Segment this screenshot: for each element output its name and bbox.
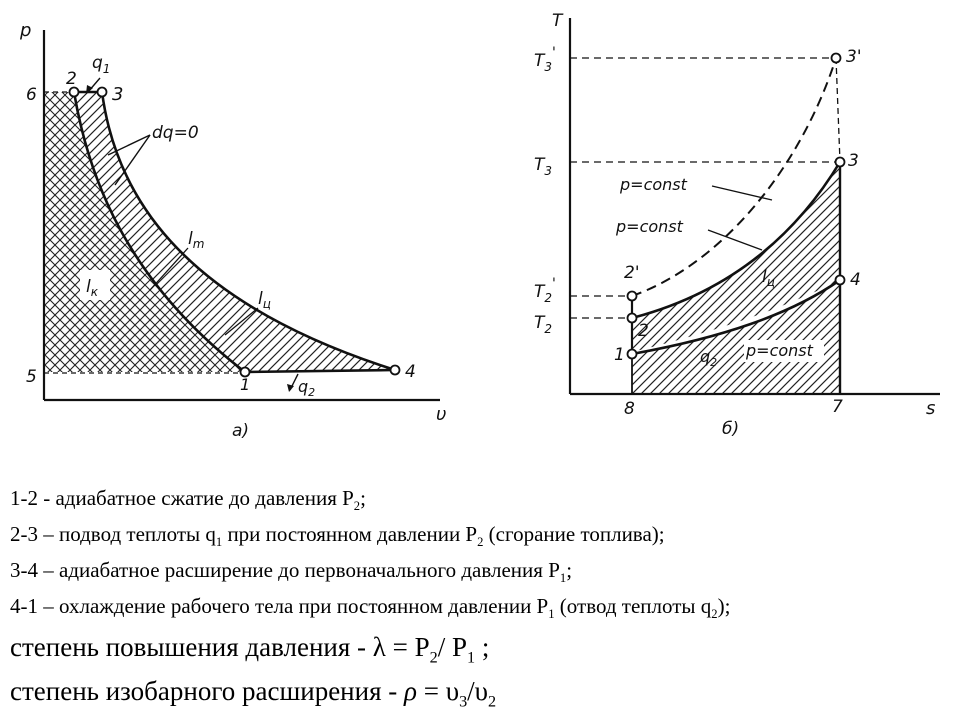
caption-line-3: 3-4 – адиабатное расширение до первоначального давления $P_1$;: [10, 558, 573, 586]
pv-y-axis-label: p: [20, 20, 32, 41]
ts-dash-vertical-7: [836, 58, 840, 162]
pv-label-1: 1: [240, 375, 251, 394]
ts-point-4: [836, 276, 845, 285]
ts-pconst-1: p=const: [620, 175, 687, 194]
pv-label-3: 3: [112, 84, 124, 105]
ts-pc1-pointer: [712, 186, 772, 200]
ts-caption: б): [722, 419, 740, 439]
ts-label-4: 4: [850, 270, 861, 290]
pv-dq0-label: dq=0: [152, 123, 199, 143]
caption-line-2: 2-3 – подвод теплоты $q_1$ при постоянном давлении $P_2$ (сгорание топлива);: [10, 522, 665, 550]
ts-label-2: 2: [638, 321, 649, 341]
pv-label-2: 2: [66, 69, 77, 89]
ts-pconst-2: p=const: [616, 217, 683, 236]
pv-x-axis-label: υ: [436, 404, 447, 425]
pv-point-3: [98, 88, 107, 97]
ts-tick-t2p: $T_2'$: [534, 276, 556, 305]
ts-label-3p: 3': [846, 47, 862, 67]
ts-pconst-3: p=const: [746, 341, 813, 360]
ts-x-axis-label: s: [926, 398, 936, 419]
caption-line-4: 4-1 – охлаждение рабочего тела при постоянном давлении $P_1$ (отвод теплоты $q_2$);: [10, 594, 731, 622]
pv-point-4: [391, 366, 400, 375]
ts-point-2: [628, 314, 637, 323]
ts-tick-t3: $T_3$: [534, 155, 553, 178]
ts-diagram: [534, 11, 940, 439]
ts-tick-7: 7: [832, 397, 843, 417]
ts-label-3: 3: [848, 151, 859, 171]
pv-label-5: 5: [26, 367, 37, 387]
pv-lk-label: $l_к$: [86, 277, 98, 299]
ts-lc-label: $l_ц$: [762, 267, 775, 289]
ts-tick-t2: $T_2$: [534, 313, 553, 336]
caption-expansion-ratio: степень изобарного расширения - $\rho = \upsilon_3/\upsilon_2$: [10, 676, 497, 711]
ts-y-axis-label: T: [552, 11, 563, 31]
ts-point-1: [628, 350, 637, 359]
ts-point-3: [836, 158, 845, 167]
pv-label-4: 4: [405, 362, 416, 382]
ts-tick-t3p: $T_3'$: [534, 45, 556, 74]
pv-caption: а): [232, 421, 250, 441]
ts-tick-8: 8: [624, 399, 635, 419]
ts-q2-label: $q_2$: [700, 347, 718, 369]
ts-point-3p: [832, 54, 841, 63]
pv-q2-label: $q_2$: [298, 377, 316, 399]
pv-lm-label: $l_m$: [188, 229, 205, 251]
pv-lc-label: $l_ц$: [258, 289, 271, 311]
ts-pc2-pointer: [708, 230, 762, 250]
ts-point-2p: [628, 292, 637, 301]
pv-label-6: 6: [26, 85, 37, 105]
ts-label-1: 1: [614, 345, 625, 365]
pv-diagram: [19, 20, 446, 441]
pv-q1-label: $q_1$: [92, 53, 111, 76]
caption-line-1: 1-2 - адиабатное сжатие до давления $P_2$;: [10, 486, 366, 514]
caption-pressure-ratio: степень повышения давления - $\lambda = P_2/$ $P_1$ ;: [10, 632, 490, 667]
ts-label-2p: 2': [624, 263, 640, 283]
